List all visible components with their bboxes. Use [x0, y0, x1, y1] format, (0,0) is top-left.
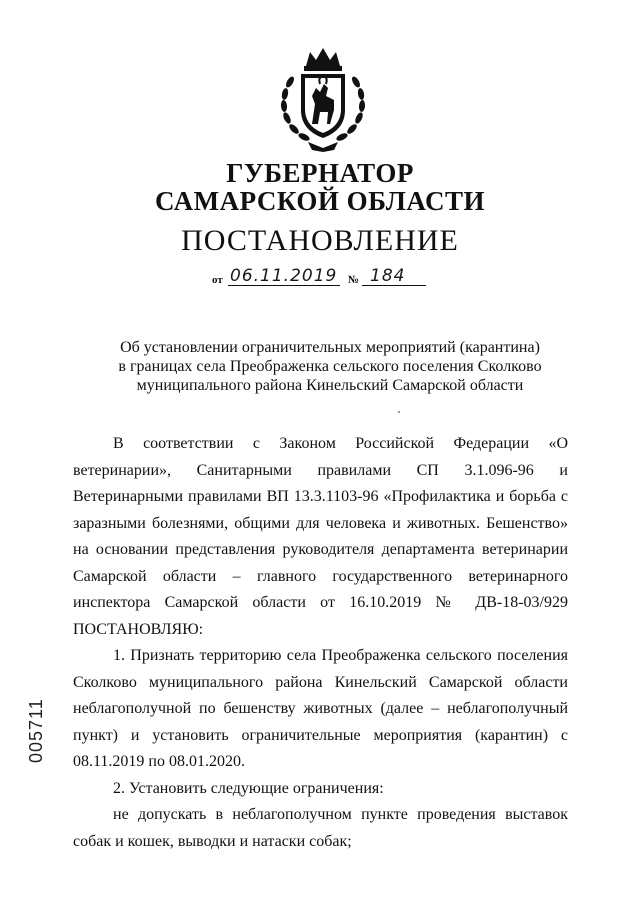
scan-speck: [398, 411, 400, 413]
date-number-line: [212, 266, 452, 288]
number-label: №: [348, 274, 360, 286]
authority-region: САМАРСКОЙ ОБЛАСТИ: [154, 186, 486, 216]
preamble-paragraph: В соответствии с Законом Российской Федерации «О ветеринарии», Санитарными правилами СП 3.1.096-96 и Ветеринарными правилами ВП 13.3.1103-96 «Профилактика и борьба с заразными болезнями, общими для человека и животных. Бешенство» на основании представления руководителя департамента ветеринарии Самарской области – главного государственного ветеринарного инспектора Самарской области от 16.10.2019 № ДВ-18-03/929 ПОСТАНОВЛЯЮ:: [73, 435, 568, 638]
clause-1-paragraph: 1. Признать территорию села Преображенка сельского поселения Сколково муниципального района Кинельский Самарской области неблагополучной по бешенству животных (далее – неблагополучный пункт) и установить ограничительные мероприятия (карантин) с 08.11.2019 по 08.01.2020.: [73, 647, 568, 770]
title-line: в границах села Преображенка сельского поселения Сколково: [118, 358, 542, 375]
side-registration-code: 005711: [26, 698, 46, 763]
document-type: ПОСТАНОВЛЕНИЕ: [181, 224, 459, 257]
title-line: Об установлении ограничительных мероприятий (карантина): [120, 339, 540, 356]
handwritten-number: 184: [370, 266, 406, 286]
clause-2-paragraph: 2. Установить следующие ограничения:: [113, 779, 384, 797]
document-body: [73, 431, 568, 855]
coat-of-arms-icon: [268, 44, 378, 154]
date-underline: [228, 285, 340, 286]
document-title: [60, 338, 600, 395]
restriction-item: не допускать в неблагополучном пункте проведения выставок собак и кошек, выводки и натаски собак;: [73, 806, 568, 850]
authority-title: ГУБЕРНАТОР: [226, 158, 414, 188]
title-line: муниципального района Кинельский Самарской области: [136, 377, 524, 394]
from-label: от: [212, 274, 223, 286]
number-underline: [362, 285, 426, 286]
handwritten-date: 06.11.2019: [230, 266, 338, 286]
